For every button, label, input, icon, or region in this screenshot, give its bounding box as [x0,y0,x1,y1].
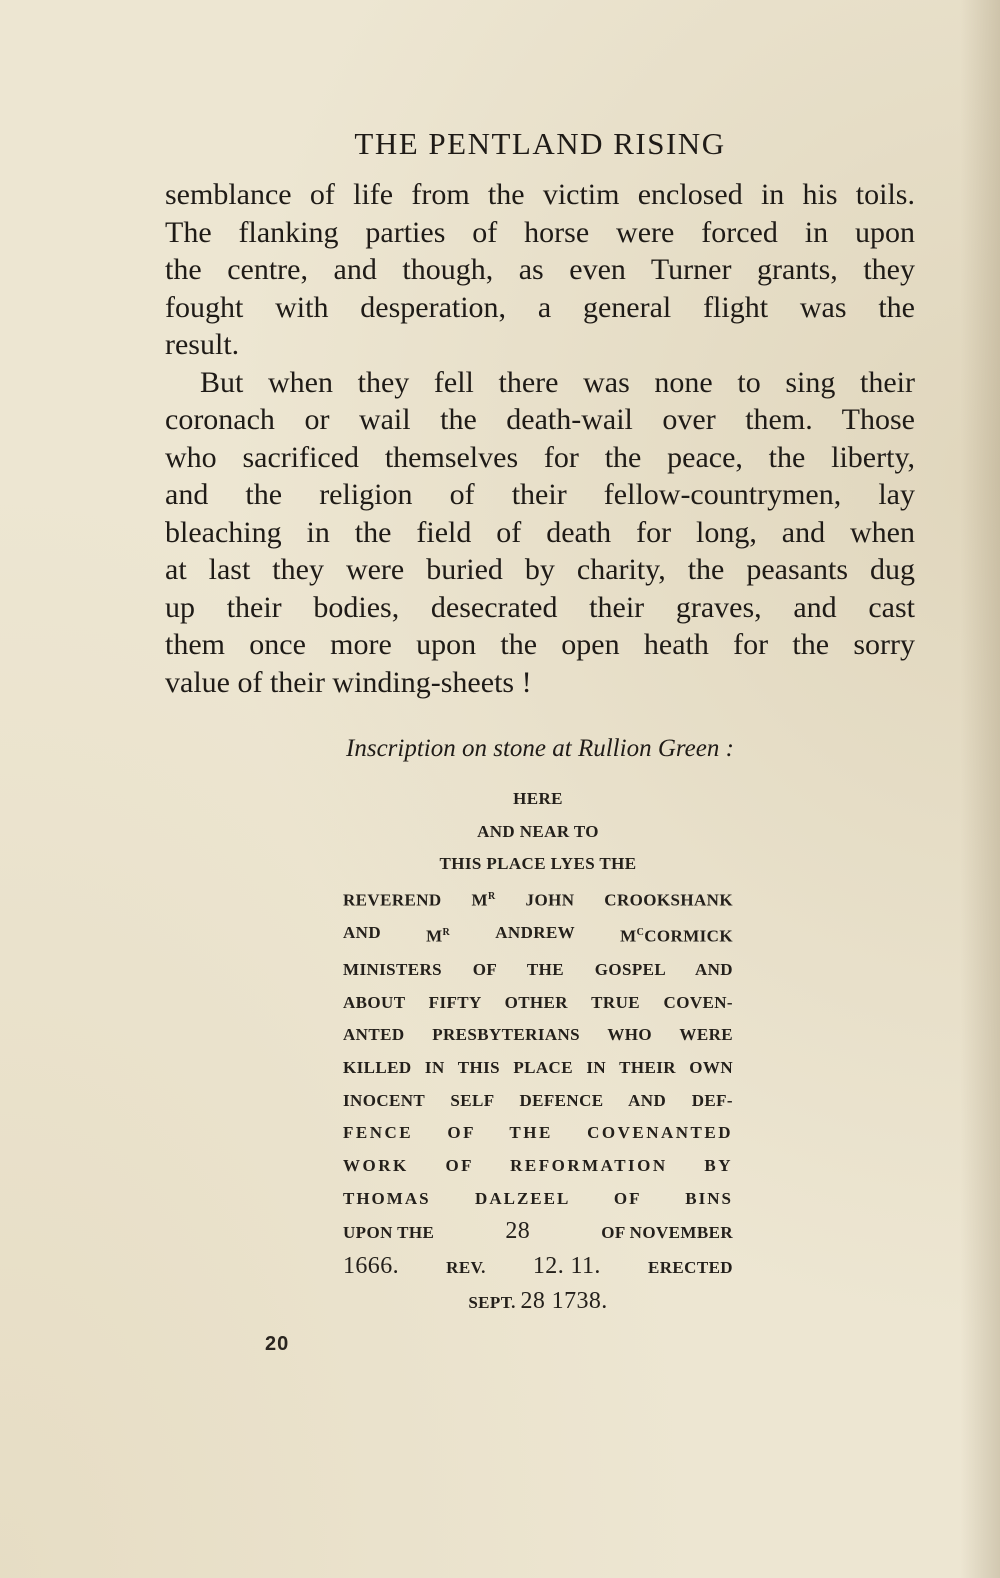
text-line: them once more upon the open heath for the sorry [165,628,915,661]
text-line: at last they were buried by charity, the peasants dug [165,553,915,586]
inscription-line [343,881,733,917]
inscription-fragment: REV. [446,1258,486,1278]
inscription-line: WORK OF REFORMATION BY [343,1156,733,1176]
inscription-caption: Inscription on stone at Rullion Green : [346,735,734,762]
inscription-line [343,1250,733,1285]
inscription-line: THIS PLACE LYES THE [439,854,637,874]
inscription-line: ANTED PRESBYTERIANS WHO WERE [343,1025,733,1045]
inscription-fragment [620,917,733,953]
text-line: result. [165,328,240,361]
body-text [165,176,915,701]
inscription-fragment: CORMICK [644,927,733,947]
text-line: value of their winding-sheets ! [165,665,532,699]
inscription-block [343,783,733,1320]
text-line: But when they fell there was none to sing their [200,365,915,399]
inscription-fragment: 28 [505,1218,531,1245]
page-number: 20 [265,1333,290,1355]
inscription-fragment: REVEREND M [343,890,488,910]
inscription-line: INOCENT SELF DEFENCE AND DEF- [343,1090,733,1110]
inscription-line: AND NEAR TO [477,821,599,841]
inscription-fragment: ANDREW [495,923,576,943]
inscription-fragment: AND [343,923,382,943]
inscription-fragment: 28 1738. [520,1287,608,1314]
inscription-line: THOMAS DALZEEL OF BINS [343,1188,733,1208]
text-line: bleaching in the field of death for long, and when [165,515,915,549]
text-line: fought with desperation, a general flight was the [165,290,915,324]
inscription-line: ABOUT FIFTY OTHER TRUE COVEN- [343,992,733,1012]
inscription-fragment: M [426,927,443,947]
inscription-fragment: OF NOVEMBER [601,1223,733,1243]
inscription-fragment: JOHN CROOKSHANK [495,890,733,910]
inscription-line: MINISTERS OF THE GOSPEL AND [343,959,733,979]
page-edge-shadow [960,0,1000,1578]
inscription-line [343,1215,733,1250]
text-line: and the religion of their fellow-countrymen, lay [165,478,915,511]
inscription-fragment: SEPT. [468,1292,516,1312]
inscription-line [343,917,733,953]
inscription-line: HERE [513,789,563,808]
inscription-line: FENCE OF THE COVENANTED [343,1123,733,1143]
inscription-fragment: ERECTED [648,1258,733,1278]
text-line: semblance of life from the victim enclosed in his toils. [165,178,915,211]
text-line: the centre, and though, as even Turner grants, they [165,253,915,286]
inscription-line: KILLED IN THIS PLACE IN THEIR OWN [343,1057,733,1077]
inscription-line [343,1285,733,1320]
superscript: C [636,927,645,939]
running-head: THE PENTLAND RISING [354,126,726,161]
text-line: up their bodies, desecrated their graves, and cast [165,590,915,624]
text-line: who sacrificed themselves for the peace, the liberty, [165,440,915,474]
superscript: R [487,891,496,903]
inscription-fragment: 1666. [343,1253,399,1280]
text-line: The flanking parties of horse were forced in upon [165,215,915,249]
inscription-fragment [426,917,450,953]
superscript: R [442,927,451,939]
inscription-fragment: 12. 11. [532,1253,601,1280]
inscription-fragment: M [620,927,637,947]
text-line: coronach or wail the death-wail over them. Those [165,403,915,436]
inscription-fragment: UPON THE [343,1223,435,1243]
